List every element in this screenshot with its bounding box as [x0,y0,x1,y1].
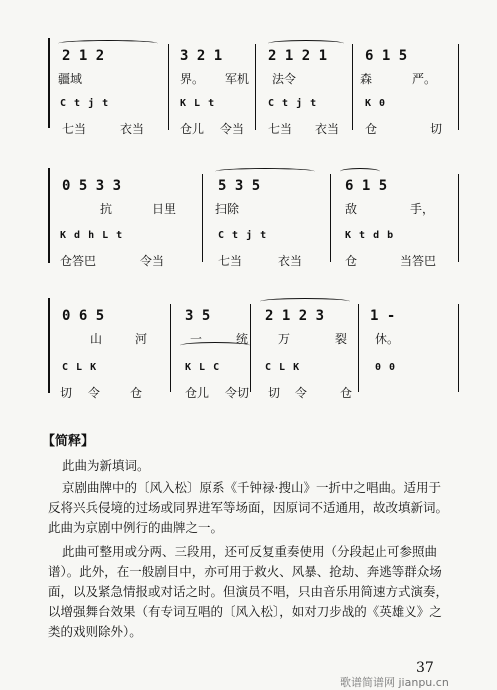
perc-word: 衣当 [278,254,303,268]
lyric: 河 [135,332,148,346]
lyric: 抗 [100,202,113,216]
section-title: 【简释】 [42,434,95,449]
score-system-2 [40,160,460,275]
lyric: 扫除 [215,202,240,216]
notes-bar-1: 2 1 2 [62,48,105,64]
barline [352,44,353,130]
lyric: 军机 [225,72,250,86]
lyric: 休。 [375,332,400,346]
notes-bar-4: 1 - [370,308,396,324]
lyric: 疆域 [58,72,83,86]
barline [255,44,256,130]
notes-bar-2: 3 2 1 [180,48,223,64]
lyric: 统 [236,332,249,346]
perc-word: 仓儿 [180,122,205,136]
percussion: C L K [265,362,301,373]
percussion: C t j t [60,98,110,109]
percussion: K 0 [365,98,387,109]
notes-bar-3: 2 1 2 3 [265,308,325,324]
notes-bar-4: 6 1 5 [365,48,408,64]
paragraph: 此曲为新填词。 [62,458,150,473]
barline [458,44,459,130]
lyric: 日里 [152,202,177,216]
slur [58,40,158,47]
paragraph: 此曲可整用或分两、三段用，还可反复重奏使用（分段起止可参照曲谱）。此外，在一般剧目中，亦可用于救火、风暴、抢劫、奔逃等群众场面，以及紧急情报或对话之时。但演员不唱，只由音乐用简速方式演奏，以增强舞台效果（有专词互唱的〔风入松〕，如对刀步战的《英雄义》之类的戏则除外）。 [48,544,449,639]
perc-word: 当答巴 [400,254,437,268]
percussion: K t d b [345,230,395,241]
barline [358,304,359,392]
lyric: 裂 [335,332,348,346]
system-bracket [48,38,50,128]
perc-word: 七当 [218,254,243,268]
barline [202,174,203,262]
perc-word: 令 [88,386,101,400]
perc-word: 仓 [345,254,358,268]
slur [268,40,344,47]
perc-word: 七当 [268,122,293,136]
perc-word: 切 [430,122,443,136]
slur [215,168,315,175]
perc-word: 仓儿 [185,386,210,400]
perc-word: 令切 [225,386,250,400]
lyric: 敌 [345,202,358,216]
barline [168,44,169,130]
perc-word: 切 [60,386,73,400]
perc-word: 切 [268,386,281,400]
barline [170,304,171,392]
notes-bar-3: 2 1 2 1 [268,48,328,64]
perc-word: 衣当 [315,122,340,136]
percussion: K d h L t [60,230,124,241]
lyric: 界。 [180,72,205,86]
barline [458,174,459,262]
lyric: 万 [278,332,291,346]
barline [330,174,331,262]
perc-word: 七当 [62,122,87,136]
perc-word: 仓答巴 [60,254,97,268]
notes-bar-2: 5 3 5 [218,178,261,194]
lyric: 手， [410,202,435,216]
notes-bar-3: 6 1 5 [345,178,388,194]
system-bracket [48,298,50,393]
notes-bar-2: 3 5 [185,308,211,324]
score-system-3 [40,290,460,405]
paragraph: 京剧曲牌中的〔风入松〕原系《千钟禄·搜山》一折中之唱曲。适用于反将兴兵侵境的过场或同界进军等场面，因原词不适通用，故改填新词。此曲为京剧中例行的曲牌之一。 [48,480,449,535]
lyric: 一 [190,332,203,346]
slur [260,298,350,305]
perc-word: 仓 [130,386,143,400]
percussion: C L K [62,362,98,373]
perc-word: 仓 [340,386,353,400]
percussion: C t j t [268,98,318,109]
lyric: 森 [360,72,373,86]
system-bracket [48,168,50,263]
perc-word: 仓 [365,122,378,136]
page-number: 37 [416,660,434,676]
lyric: 法令 [272,72,297,86]
notes-bar-1: 0 5 3 3 [62,178,122,194]
perc-word: 令 [295,386,308,400]
percussion: K L t [180,98,216,109]
slur [340,168,380,175]
score-system-1 [40,30,460,145]
notes-bar-1: 0 6 5 [62,308,105,324]
barline [458,304,459,392]
barline [250,304,251,392]
lyric: 严。 [412,72,437,86]
percussion: K L C [185,362,221,373]
perc-word: 令当 [220,122,245,136]
percussion: C t j t [218,230,268,241]
perc-word: 衣当 [120,122,145,136]
watermark: 歌谱简谱网 jianpu.cn [340,676,449,689]
percussion: 0 0 [375,362,397,373]
perc-word: 令当 [140,254,165,268]
lyric: 山 [90,332,103,346]
